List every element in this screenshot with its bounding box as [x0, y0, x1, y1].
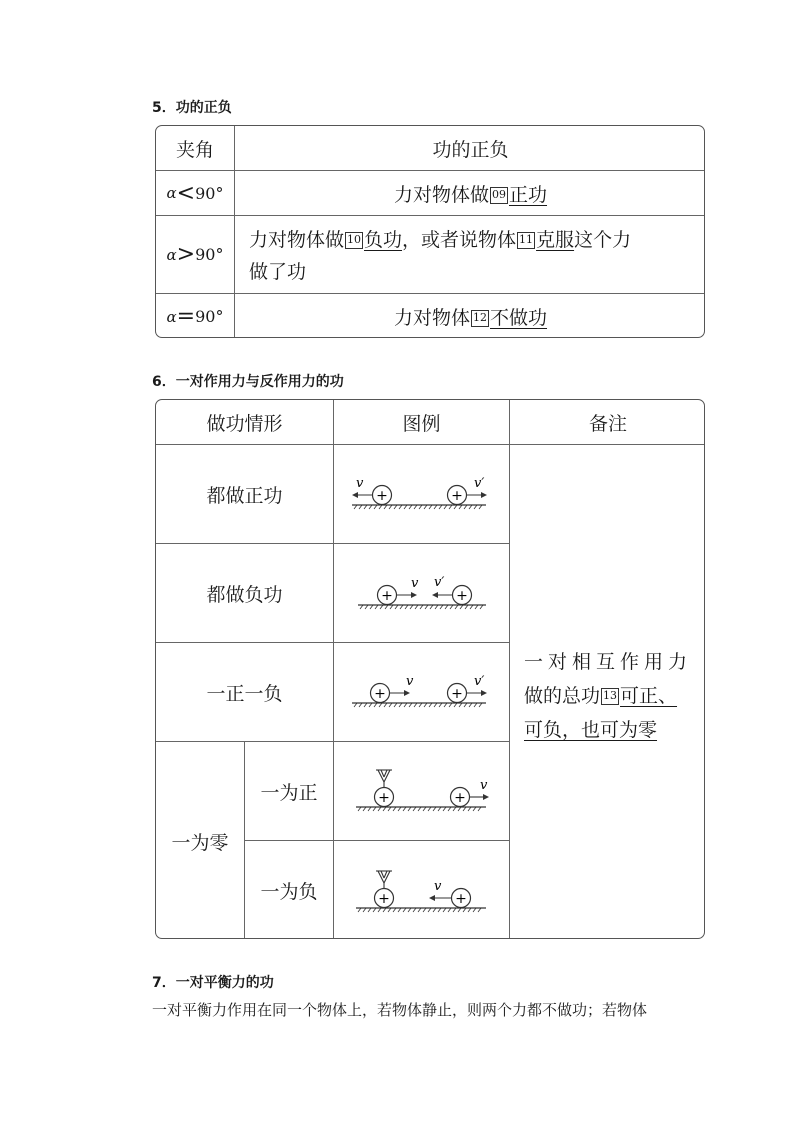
figure-one-pos-one-neg: [334, 643, 509, 741]
velocity-label: v: [406, 674, 414, 689]
velocity-prime-label: v′: [474, 674, 485, 689]
velocity-label: v: [411, 576, 419, 591]
case-one-zero: 一为零: [171, 831, 229, 854]
case-zero-positive: 一为正: [260, 781, 318, 804]
section7-text: 一对平衡力作用在同一个物体上，若物体静止，则两个力都不做功；若物体: [152, 1001, 648, 1019]
result-zero: 力对物体 12 不做功: [393, 307, 548, 329]
case-both-positive: 都做正功: [206, 484, 283, 507]
plus-a: +: [374, 686, 386, 702]
fixed-support-icon: [376, 770, 392, 788]
velocity-label: v: [434, 879, 442, 894]
angle-equal-90: α = 90°: [166, 304, 224, 329]
figure-both-positive: [334, 445, 509, 543]
plus-a: +: [378, 790, 390, 806]
plus-a: +: [376, 488, 388, 504]
col-header-note: 备注: [588, 412, 627, 435]
fixed-support-icon: [376, 871, 392, 889]
sign-of-work-table: [155, 125, 705, 338]
velocity-prime-label: v′: [474, 476, 485, 491]
plus-b: +: [455, 891, 467, 907]
case-one-pos-one-neg: 一正一负: [206, 682, 283, 705]
figure-both-negative: [334, 544, 509, 642]
velocity-prime-label: v′: [434, 575, 445, 590]
plus-b: +: [451, 488, 463, 504]
col-header-figure: 图例: [402, 412, 441, 435]
case-zero-negative: 一为负: [260, 881, 318, 903]
angle-greater-90: α > 90°: [166, 242, 224, 267]
plus-a: +: [378, 891, 390, 907]
result-negative: 力对物体做 10 负功，或者说物体 11 克服这个力 做了功: [249, 229, 632, 283]
col-header-case: 做功情形: [206, 412, 283, 435]
note-cell: 一对相互作用力 做的总功 13 可正、 可负，也可为零: [524, 651, 693, 741]
section5-heading: 5．功的正负: [152, 100, 232, 116]
plus-a: +: [381, 588, 393, 604]
velocity-label: v: [356, 476, 364, 491]
figure-zero-negative: [334, 841, 509, 939]
result-positive: 力对物体做 09 正功: [393, 183, 548, 206]
angle-less-90: α < 90°: [166, 180, 224, 206]
section7-heading: 7．一对平衡力的功: [152, 975, 274, 991]
col-header-sign: 功的正负: [432, 138, 509, 161]
plus-b: +: [451, 686, 463, 702]
case-both-negative: 都做负功: [206, 583, 283, 606]
figure-zero-positive: [334, 742, 509, 840]
plus-b: +: [456, 588, 468, 604]
col-header-angle: 夹角: [175, 138, 214, 161]
plus-b: +: [454, 790, 466, 806]
action-reaction-table: [155, 399, 705, 939]
velocity-label: v: [480, 778, 488, 793]
section6-heading: 6．一对作用力与反作用力的功: [152, 374, 344, 390]
